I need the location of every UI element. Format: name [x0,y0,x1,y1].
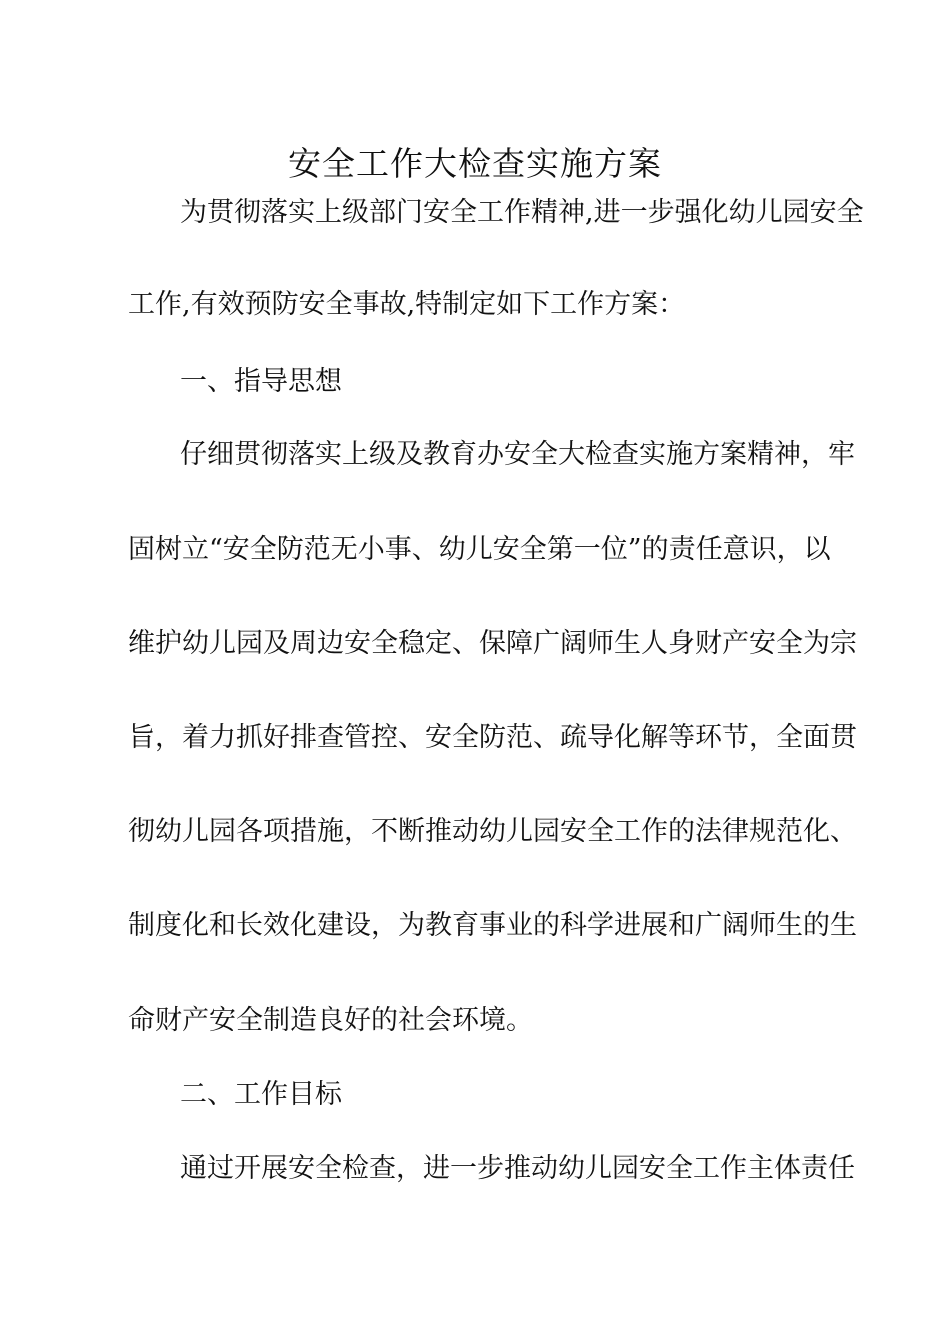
paragraph-line: 为贯彻落实上级部门安全工作精神,进一步强化幼儿园安全 [180,197,864,228]
section-heading: 二、工作目标 [180,1079,342,1110]
paragraph-line: 制度化和长效化建设，为教育事业的科学进展和广阔师生的生 [128,910,857,941]
paragraph-line: 仔细贯彻落实上级及教育办安全大检查实施方案精神，牢 [180,439,855,470]
section-heading: 一、指导思想 [180,366,342,397]
paragraph-line: 固树立“安全防范无小事、幼儿安全第一位”的责任意识，以 [128,534,831,565]
paragraph-line: 旨，着力抓好排查管控、安全防范、疏导化解等环节，全面贯 [128,722,857,753]
document-title: 安全工作大检查实施方案 [288,144,662,183]
paragraph-line: 工作,有效预防安全事故,特制定如下工作方案： [128,289,686,320]
paragraph-line: 通过开展安全检查，进一步推动幼儿园安全工作主体责任 [180,1153,855,1184]
paragraph-line: 彻幼儿园各项措施，不断推动幼儿园安全工作的法律规范化、 [128,816,857,847]
paragraph-line: 命财产安全制造良好的社会环境。 [128,1005,533,1036]
paragraph-line: 维护幼儿园及周边安全稳定、保障广阔师生人身财产安全为宗 [128,628,857,659]
